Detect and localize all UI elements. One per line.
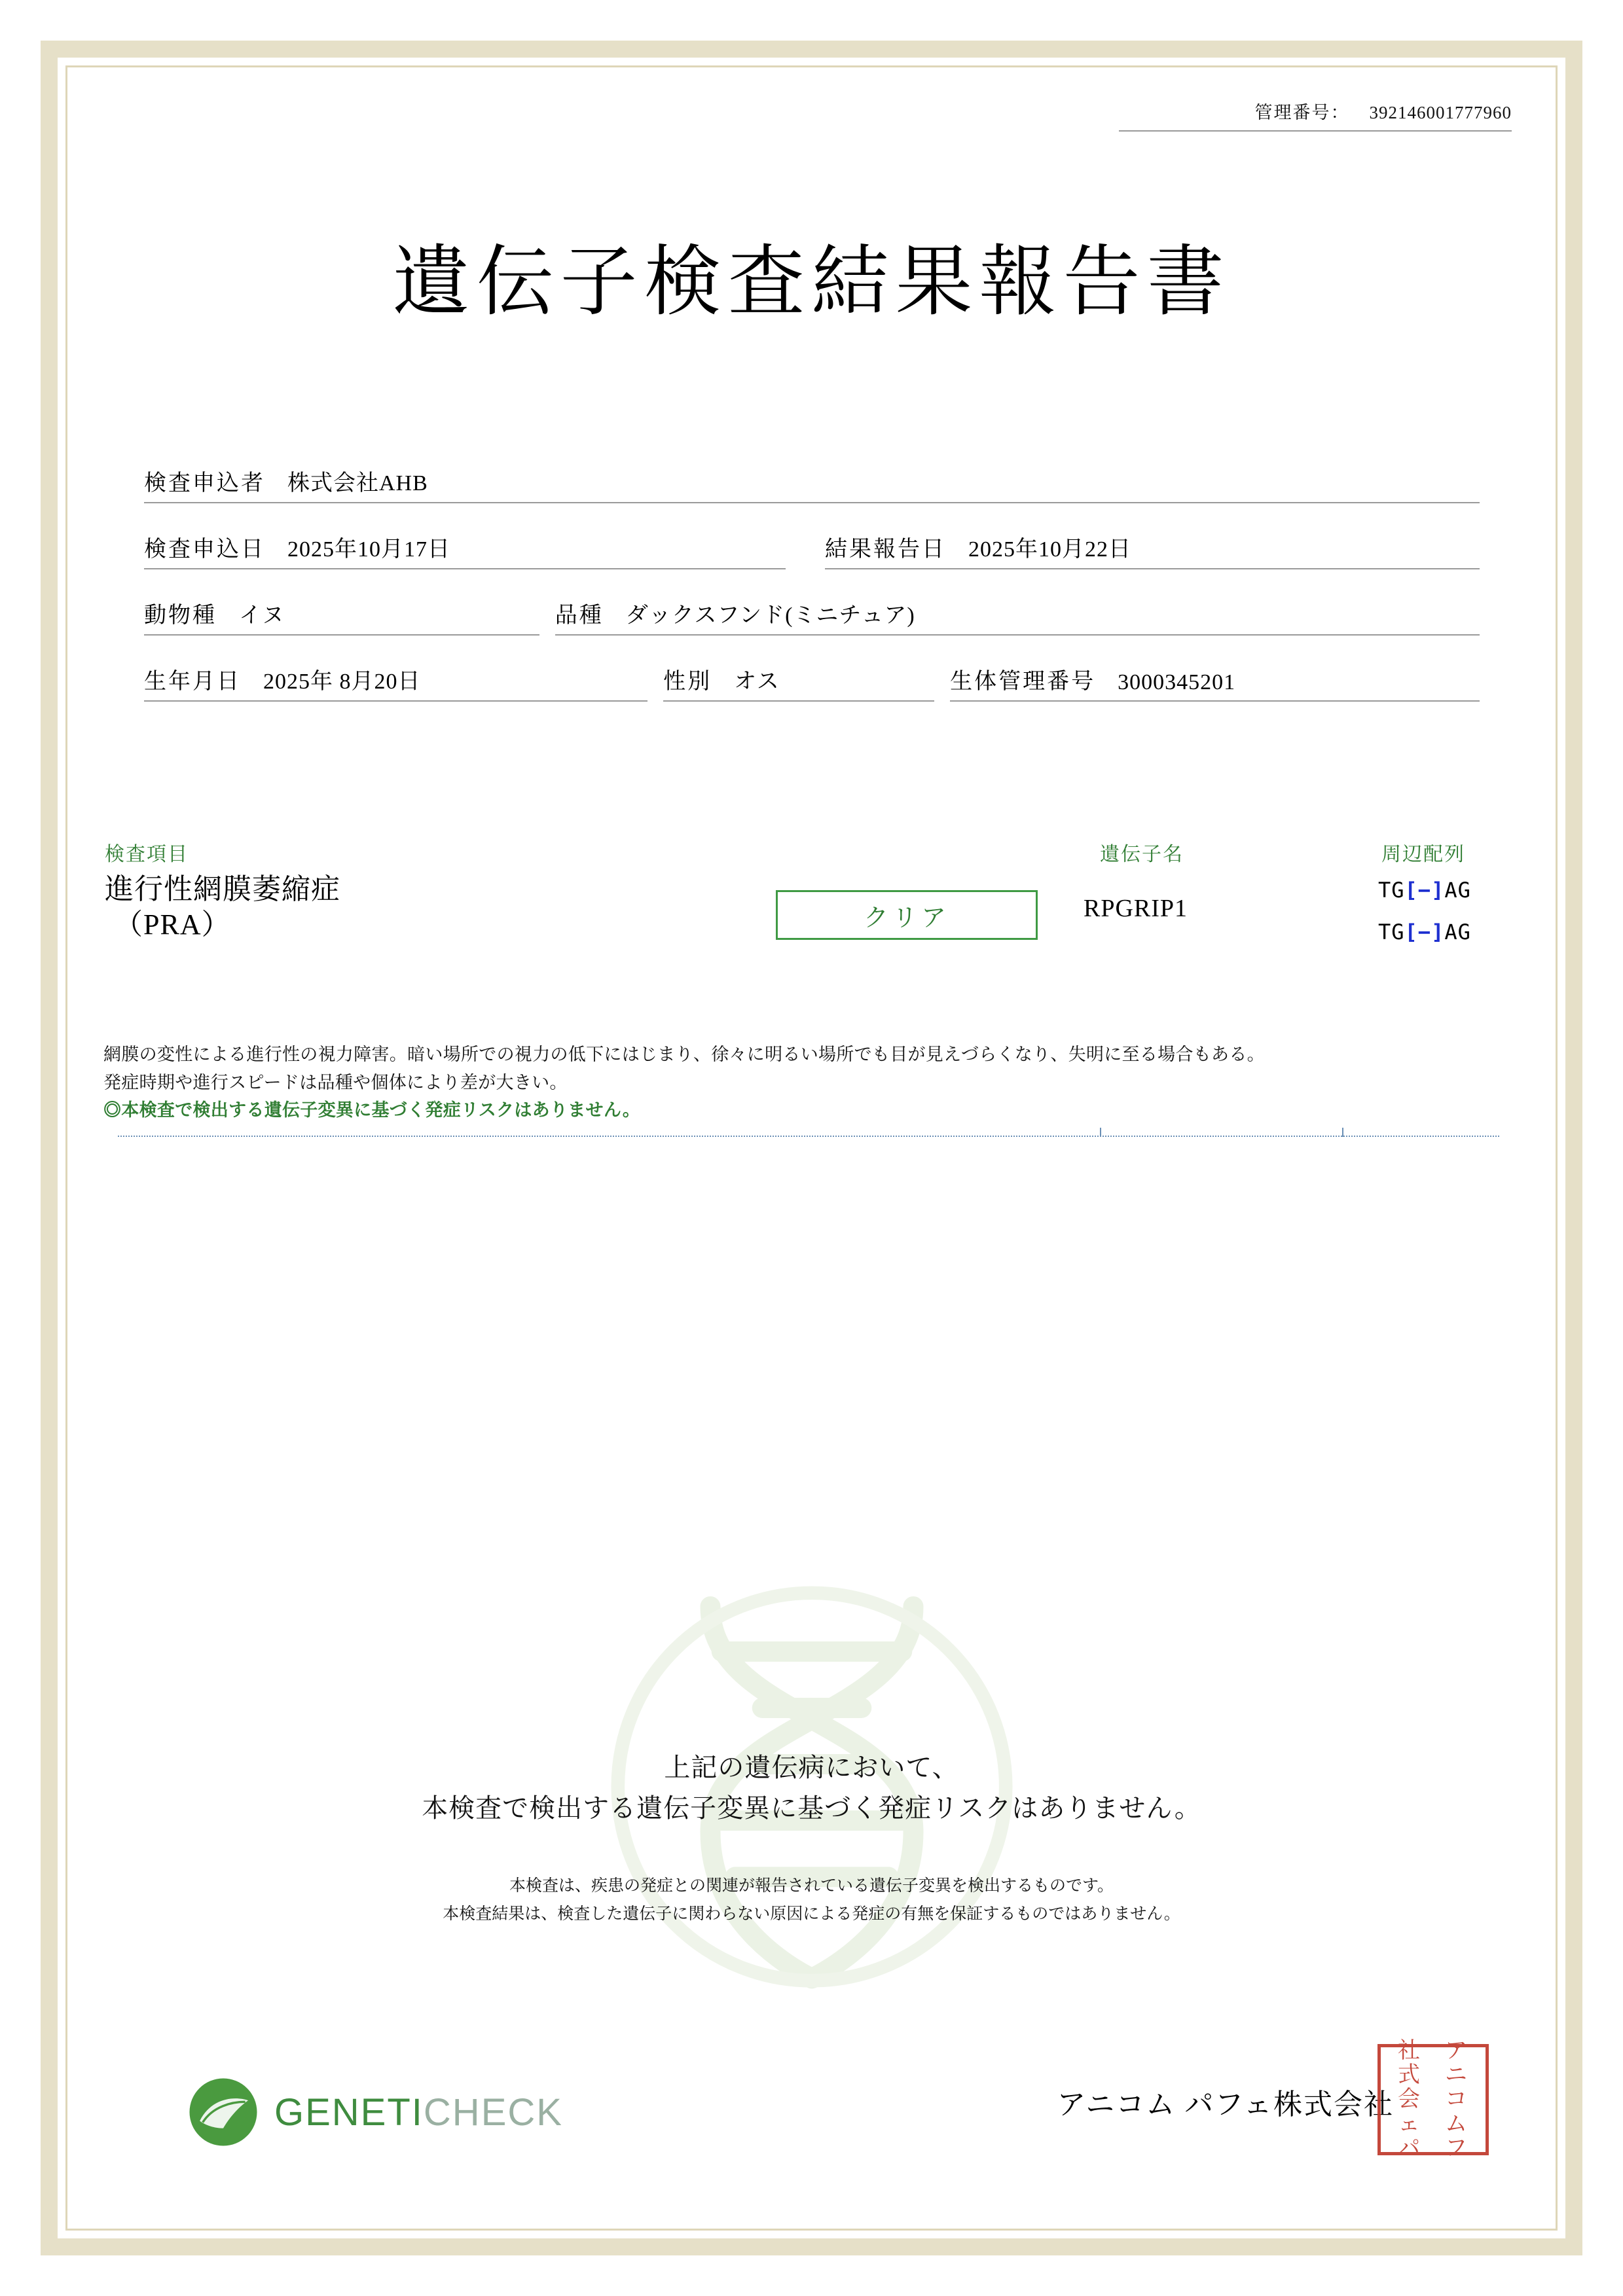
column-header-gene-name: 遺伝子名 xyxy=(1100,844,1184,865)
description-line-2: 発症時期や進行スピードは品種や個体により差が大きい。 xyxy=(103,1072,568,1092)
disease-name xyxy=(105,872,340,942)
section-divider xyxy=(118,1136,1499,1137)
seal-char-8: パ xyxy=(1398,2136,1421,2161)
seal-char-4: 会 xyxy=(1398,2087,1421,2112)
report-date-value: 2025年10月22日 xyxy=(968,537,1131,562)
info-row-species xyxy=(144,597,1480,636)
report-content xyxy=(98,79,1525,2217)
leaf-logo-icon xyxy=(187,2075,260,2149)
field-applicant xyxy=(144,465,1480,503)
management-number-value: 392146001777960 xyxy=(1369,103,1512,122)
disease-description xyxy=(103,1041,1518,1124)
birthdate-value: 2025年 8月20日 xyxy=(263,670,421,694)
apply-date-value: 2025年10月17日 xyxy=(287,537,450,562)
info-row-birth xyxy=(144,663,1480,702)
logo-wordmark xyxy=(274,2090,563,2134)
seal-char-0: 社 xyxy=(1398,2038,1421,2063)
conclusion-line-2: 本検査で検出する遺伝子変異に基づく発症リスクはありません。 xyxy=(422,1794,1201,1823)
company-seal xyxy=(1377,2038,1489,2161)
conclusion-line-1: 上記の遺伝病において、 xyxy=(664,1753,959,1782)
sequence-left-1: TG xyxy=(1378,878,1405,903)
sequence-row-2 xyxy=(1378,911,1471,953)
apply-date-label: 検査申込日 xyxy=(144,537,265,562)
result-badge xyxy=(776,890,1038,940)
applicant-label: 検査申込者 xyxy=(144,471,265,495)
geneticheck-logo xyxy=(187,2075,563,2149)
disease-name-sub: （PRA） xyxy=(114,908,231,941)
sequence-mutation-1: [−] xyxy=(1404,878,1445,903)
field-animal-id xyxy=(950,663,1480,702)
field-report-date xyxy=(825,531,1480,569)
field-breed xyxy=(555,597,1480,636)
conclusion-note xyxy=(98,1872,1525,1928)
field-birthdate xyxy=(144,663,647,702)
animal-id-value: 3000345201 xyxy=(1118,670,1236,694)
seal-char-3: ニ xyxy=(1445,2062,1468,2087)
seal-char-1: ア xyxy=(1445,2038,1468,2063)
breed-label: 品種 xyxy=(555,603,604,628)
sequence-right-1: AG xyxy=(1444,878,1471,903)
column-header-test-item: 検査項目 xyxy=(105,844,189,865)
sequence-left-2: TG xyxy=(1378,920,1405,944)
description-line-1: 網膜の変性による進行性の視力障害。暗い場所での視力の低下にはじまり、徐々に明るい場所でも目が見えづらくなり、失明に至る場合もある。 xyxy=(103,1045,1265,1064)
applicant-value: 株式会社AHB xyxy=(287,471,428,495)
management-number-label: 管理番号： xyxy=(1254,103,1350,122)
animal-id-label: 生体管理番号 xyxy=(950,670,1096,694)
info-row-dates xyxy=(144,531,1480,569)
logo-wordmark-part-1: GENETI xyxy=(274,2090,424,2134)
gene-name-value: RPGRIP1 xyxy=(1084,895,1188,922)
seal-char-2: 式 xyxy=(1398,2062,1421,2087)
page-title: 遺伝子検査結果報告書 xyxy=(392,240,1231,325)
sex-value: オス xyxy=(734,670,780,694)
sequence-mutation-2: [−] xyxy=(1404,920,1445,944)
species-label: 動物種 xyxy=(144,603,217,628)
company-name: アニコム パフェ株式会社 xyxy=(1057,2089,1394,2121)
field-species xyxy=(144,597,539,636)
sequence-row-1 xyxy=(1378,869,1471,911)
info-table xyxy=(144,465,1480,729)
field-sex xyxy=(663,663,934,702)
management-number xyxy=(1119,98,1512,132)
conclusion-block xyxy=(98,1748,1525,1829)
column-header-sequence: 周辺配列 xyxy=(1381,844,1465,865)
info-row-applicant xyxy=(144,465,1480,503)
birthdate-label: 生年月日 xyxy=(144,670,241,694)
breed-value: ダックスフンド(ミニチュア) xyxy=(625,603,915,628)
divider-tick-right xyxy=(1342,1128,1343,1137)
sequence-list xyxy=(1378,869,1471,953)
seal-char-5: コ xyxy=(1445,2087,1468,2112)
disease-name-main: 進行性網膜萎縮症 xyxy=(105,873,340,905)
divider-tick-left xyxy=(1100,1128,1101,1137)
report-date-label: 結果報告日 xyxy=(825,537,946,562)
description-line-3: ◎本検査で検出する遺伝子変異に基づく発症リスクはありません。 xyxy=(103,1100,641,1121)
logo-wordmark-part-2: CHECK xyxy=(423,2090,563,2134)
conclusion-note-line-2: 本検査結果は、検査した遺伝子に関わらない原因による発症の有無を保証するものではありません。 xyxy=(443,1904,1180,1923)
species-value: イヌ xyxy=(239,603,285,628)
sequence-right-2: AG xyxy=(1444,920,1471,944)
sex-label: 性別 xyxy=(663,670,712,694)
seal-char-6: ェ xyxy=(1398,2111,1421,2136)
seal-char-9: フ xyxy=(1445,2136,1468,2161)
conclusion-note-line-1: 本検査は、疾患の発症との関連が報告されている遺伝子変異を検出するものです。 xyxy=(509,1876,1114,1895)
field-apply-date xyxy=(144,531,786,569)
seal-char-7: ム xyxy=(1445,2111,1468,2136)
result-badge-text: クリア xyxy=(863,904,950,932)
